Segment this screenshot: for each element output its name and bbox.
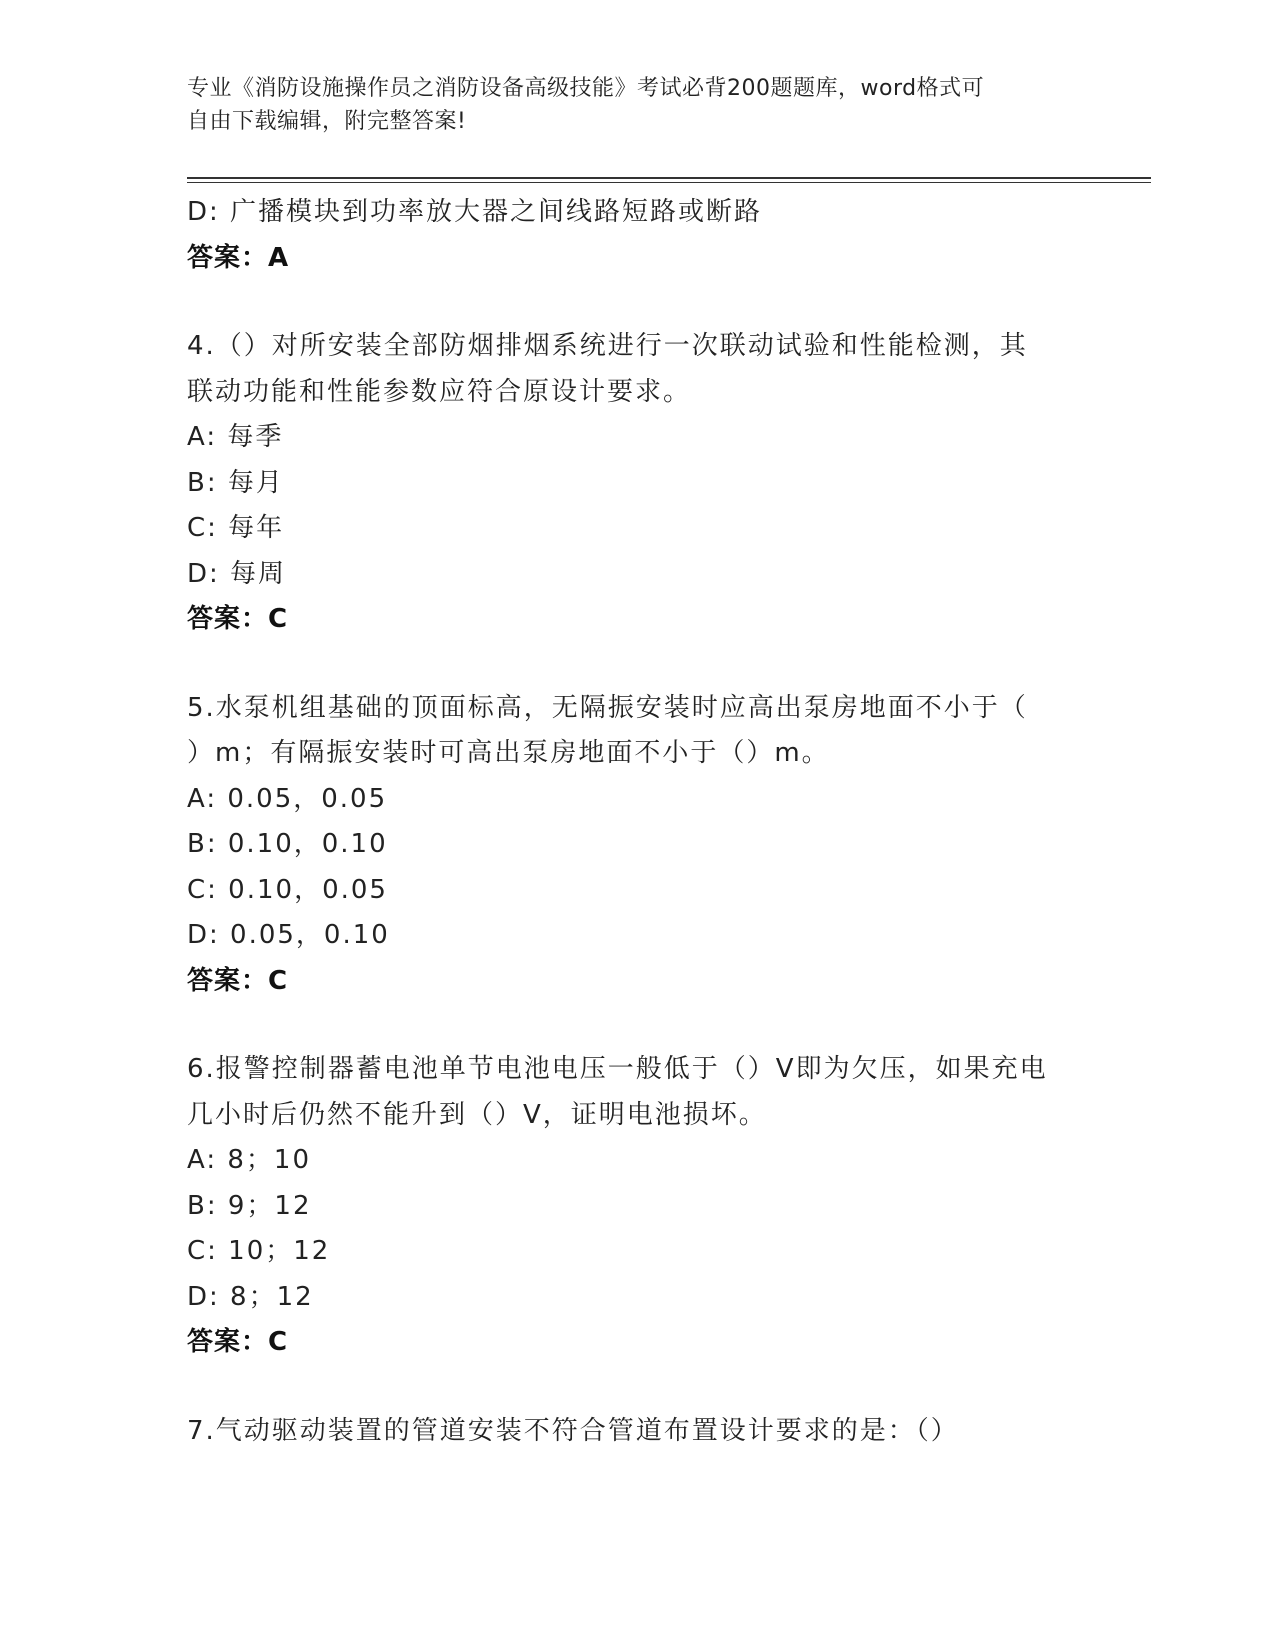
header-divider-thick bbox=[187, 177, 1151, 179]
option-d: D: 广播模块到功率放大器之间线路短路或断路 bbox=[187, 197, 763, 227]
option-d: D: 8；12 bbox=[187, 1281, 314, 1312]
question-stem: 5.水泵机组基础的顶面标高，无隔振安装时应高出泵房地面不小于（ bbox=[187, 692, 1028, 723]
option-a: A: 每季 bbox=[187, 422, 284, 452]
question-5 bbox=[187, 686, 1087, 1005]
question-stem: 几小时后仍然不能升到（）V，证明电池损坏。 bbox=[187, 1099, 767, 1130]
question-stem: 6.报警控制器蓄电池单节电池电压一般低于（）V即为欠压，如果充电 bbox=[187, 1054, 1048, 1084]
answer-line: 答案：C bbox=[187, 604, 289, 634]
option-d: D: 每周 bbox=[187, 558, 287, 589]
option-c: C: 0.10，0.05 bbox=[187, 874, 388, 905]
option-a: A: 0.05，0.05 bbox=[187, 783, 388, 814]
header-line-1: 专业《消防设施操作员之消防设备高级技能》考试必背200题题库，word格式可 bbox=[187, 76, 985, 101]
spacer bbox=[187, 1004, 1087, 1047]
option-a: A: 8；10 bbox=[187, 1145, 311, 1175]
question-3-tail bbox=[187, 190, 1087, 281]
option-b: B: 每月 bbox=[187, 467, 284, 498]
question-list bbox=[187, 190, 1087, 1454]
spacer bbox=[187, 1366, 1087, 1409]
option-c: C: 每年 bbox=[187, 513, 285, 543]
answer-line: 答案：C bbox=[187, 965, 289, 996]
answer-line: 答案：A bbox=[187, 242, 290, 273]
question-stem: ）m；有隔振安装时可高出泵房地面不小于（）m。 bbox=[187, 738, 830, 768]
question-stem: 联动功能和性能参数应符合原设计要求。 bbox=[187, 376, 692, 407]
document-header bbox=[187, 72, 1067, 138]
question-7 bbox=[187, 1409, 1087, 1455]
option-b: B: 0.10，0.10 bbox=[187, 829, 388, 859]
question-stem: 7.气动驱动装置的管道安装不符合管道布置设计要求的是：（） bbox=[187, 1415, 959, 1446]
question-4 bbox=[187, 324, 1087, 643]
question-6 bbox=[187, 1047, 1087, 1366]
option-d: D: 0.05，0.10 bbox=[187, 920, 390, 950]
header-divider-thin bbox=[187, 182, 1151, 183]
option-b: B: 9；12 bbox=[187, 1190, 312, 1221]
spacer bbox=[187, 643, 1087, 686]
question-stem: 4.（）对所安装全部防烟排烟系统进行一次联动试验和性能检测，其 bbox=[187, 331, 1028, 361]
spacer bbox=[187, 281, 1087, 324]
option-c: C: 10；12 bbox=[187, 1236, 331, 1266]
answer-line: 答案：C bbox=[187, 1327, 289, 1357]
header-line-2: 自由下载编辑，附完整答案! bbox=[187, 109, 467, 134]
